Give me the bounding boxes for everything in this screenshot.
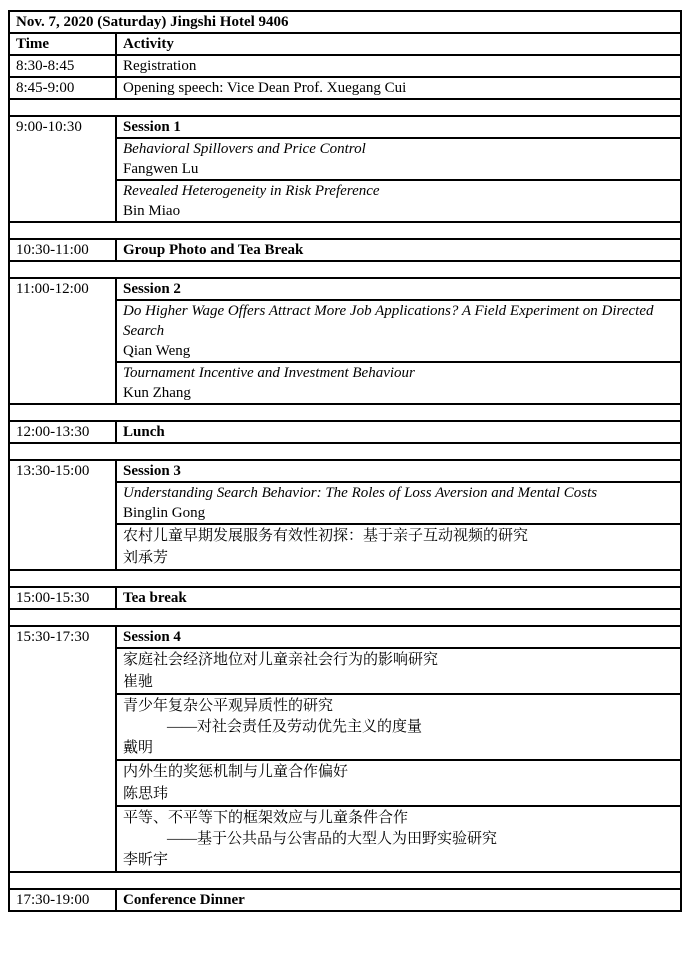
session1-talk2-cell	[116, 180, 681, 222]
talk-title: 青少年复杂公平观异质性的研究	[123, 698, 334, 714]
talk-speaker: Fangwen Lu	[123, 161, 199, 177]
talk-title: 农村儿童早期发展服务有效性初探：基于亲子互动视频的研究	[123, 528, 529, 544]
table-title-row	[9, 11, 681, 33]
session2-talk2-cell	[116, 362, 681, 404]
row-group-photo	[9, 239, 681, 261]
session2-talk1-cell	[116, 300, 681, 362]
time-tea-break: 15:00-15:30	[9, 587, 116, 609]
row-session4-label	[9, 626, 681, 648]
talk-title: Understanding Search Behavior: The Roles of Loss Aversion and Mental Costs	[123, 485, 598, 501]
activity-opening-speech: Opening speech: Vice Dean Prof. Xuegang Cui	[116, 77, 681, 99]
spacer-row	[9, 99, 681, 116]
spacer-cell	[9, 609, 681, 626]
time-conference-dinner: 17:30-19:00	[9, 889, 116, 911]
session3-talk2-cell	[116, 524, 681, 570]
session4-talk4-cell	[116, 806, 681, 872]
time-registration: 8:30-8:45	[9, 55, 116, 77]
talk-subtitle: ——对社会责任及劳动优先主义的度量	[167, 719, 423, 735]
session3-label: Session 3	[116, 460, 681, 482]
talk-subtitle: ——基于公共品与公害品的大型人为田野实验研究	[167, 831, 498, 847]
row-session3-label	[9, 460, 681, 482]
talk-title: Do Higher Wage Offers Attract More Job Applications? A Field Experiment on Directed Search	[123, 303, 654, 339]
spacer-row	[9, 443, 681, 460]
talk-speaker: Binglin Gong	[123, 505, 206, 521]
talk-speaker: 崔驰	[123, 674, 154, 690]
row-opening-speech	[9, 77, 681, 99]
talk-speaker: Qian Weng	[123, 343, 191, 359]
talk-title: Behavioral Spillovers and Price Control	[123, 141, 366, 157]
time-session1: 9:00-10:30	[9, 116, 116, 222]
row-registration	[9, 55, 681, 77]
spacer-row	[9, 261, 681, 278]
spacer-row	[9, 404, 681, 421]
talk-title: 家庭社会经济地位对儿童亲社会行为的影响研究	[123, 652, 439, 668]
spacer-cell	[9, 872, 681, 889]
talk-title: Revealed Heterogeneity in Risk Preference	[123, 183, 380, 199]
activity-registration: Registration	[116, 55, 681, 77]
time-group-photo: 10:30-11:00	[9, 239, 116, 261]
session4-label: Session 4	[116, 626, 681, 648]
talk-speaker: Kun Zhang	[123, 385, 191, 401]
talk-title: 平等、不平等下的框架效应与儿童条件合作	[123, 810, 409, 826]
schedule-table	[8, 10, 682, 912]
session4-talk3-cell	[116, 760, 681, 806]
header-row	[9, 33, 681, 55]
session4-talk2-cell	[116, 694, 681, 760]
spacer-cell	[9, 99, 681, 116]
time-session3: 13:30-15:00	[9, 460, 116, 570]
spacer-cell	[9, 404, 681, 421]
session2-label: Session 2	[116, 278, 681, 300]
time-opening-speech: 8:45-9:00	[9, 77, 116, 99]
row-session2-label	[9, 278, 681, 300]
time-session2: 11:00-12:00	[9, 278, 116, 404]
row-conference-dinner	[9, 889, 681, 911]
talk-speaker: 李昕宇	[123, 852, 169, 868]
column-header-activity: Activity	[116, 33, 681, 55]
talk-speaker: 陈思玮	[123, 786, 169, 802]
time-lunch: 12:00-13:30	[9, 421, 116, 443]
row-tea-break	[9, 587, 681, 609]
spacer-row	[9, 222, 681, 239]
talk-title: Tournament Incentive and Investment Behaviour	[123, 365, 415, 381]
session1-label: Session 1	[116, 116, 681, 138]
row-session1-label	[9, 116, 681, 138]
table-title: Nov. 7, 2020 (Saturday) Jingshi Hotel 9406	[9, 11, 681, 33]
time-session4: 15:30-17:30	[9, 626, 116, 872]
session4-talk1-cell	[116, 648, 681, 694]
talk-title: 内外生的奖惩机制与儿童合作偏好	[123, 764, 349, 780]
session3-talk1-cell	[116, 482, 681, 524]
column-header-time: Time	[9, 33, 116, 55]
activity-conference-dinner: Conference Dinner	[116, 889, 681, 911]
spacer-cell	[9, 570, 681, 587]
activity-group-photo: Group Photo and Tea Break	[116, 239, 681, 261]
session1-talk1-cell	[116, 138, 681, 180]
row-lunch	[9, 421, 681, 443]
activity-lunch: Lunch	[116, 421, 681, 443]
spacer-cell	[9, 443, 681, 460]
talk-speaker: 戴明	[123, 740, 154, 756]
talk-speaker: Bin Miao	[123, 203, 181, 219]
talk-speaker: 刘承芳	[123, 550, 169, 566]
spacer-row	[9, 872, 681, 889]
spacer-cell	[9, 222, 681, 239]
spacer-row	[9, 570, 681, 587]
activity-tea-break: Tea break	[116, 587, 681, 609]
spacer-cell	[9, 261, 681, 278]
spacer-row	[9, 609, 681, 626]
